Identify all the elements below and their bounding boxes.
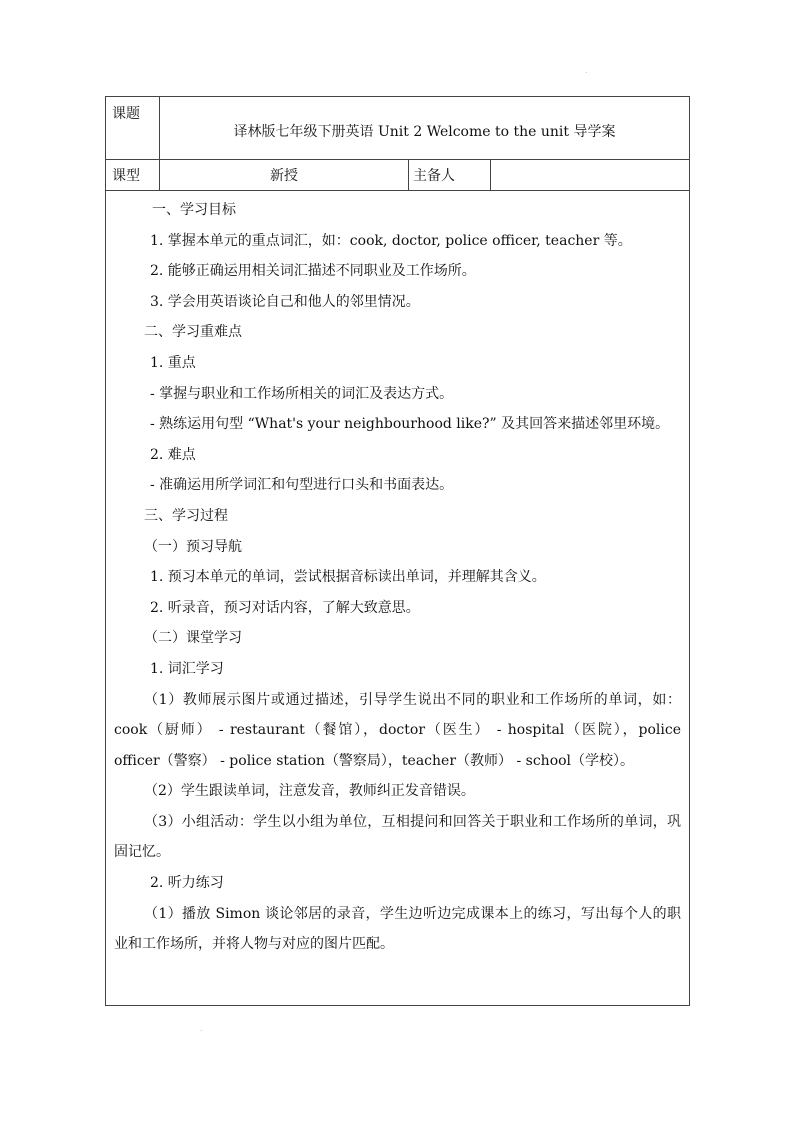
s2-diff: 2. 难点 [150, 446, 196, 463]
s3-b2-p1: （1）播放 Simon 谈论邻居的录音，学生边听边完成课本上的练习，写出每个人的职业和工作场所，并将人物与对应的图片匹配。 [114, 905, 682, 953]
lesson-plan-table [105, 96, 690, 1006]
s3-b: （二）课堂学习 [144, 630, 242, 647]
type-value: 新授 [160, 160, 409, 191]
lesson-plan-sheet [105, 96, 689, 1006]
lead-label: 主备人 [409, 160, 491, 191]
section3-heading: 三、学习过程 [144, 507, 228, 524]
s2-key: 1. 重点 [150, 354, 196, 371]
s3-b1-p2: （2）学生跟读单词，注意发音，教师纠正发音错误。 [144, 783, 475, 800]
type-label: 课型 [106, 160, 160, 191]
s3-a2: 2. 听录音，预习对话内容，了解大致意思。 [150, 599, 420, 616]
s2-diff-p1: - 准确运用所学词汇和句型进行口头和书面表达。 [150, 477, 454, 494]
s1-item2: 2. 能够正确运用相关词汇描述不同职业及工作场所。 [150, 263, 476, 280]
scan-speck: . [585, 66, 588, 75]
lesson-title: 译林版七年级下册英语 Unit 2 Welcome to the unit 导学案 [160, 97, 690, 160]
s3-b1: 1. 词汇学习 [150, 660, 224, 677]
s3-a1: 1. 预习本单元的单词，尝试根据音标读出单词，并理解其含义。 [150, 569, 546, 586]
scan-speck: . [200, 1024, 203, 1033]
s1-item1: 1. 掌握本单元的重点词汇，如：cook, doctor, police officer, teacher 等。 [150, 232, 632, 249]
s2-key-p2: - 熟练运用句型 “What's your neighbourhood like?” 及其回答来描述邻里环境。 [150, 416, 670, 433]
content-body [106, 191, 690, 1006]
s3-b1-p1: （1）教师展示图片或通过描述，引导学生说出不同的职业和工作场所的单词，如：cook（厨师） - restaurant（餐馆），doctor（医生） - hospital（医院），police officer（警察） - police station（警察局），teacher（教师） - school（学校）。 [114, 691, 682, 769]
section2-heading: 二、学习重难点 [144, 324, 242, 341]
s1-item3: 3. 学会用英语谈论自己和他人的邻里情况。 [150, 293, 420, 310]
s3-a: （一）预习导航 [144, 538, 242, 555]
s3-b1-p3: （3）小组活动：学生以小组为单位，互相提问和回答关于职业和工作场所的单词，巩固记忆。 [114, 813, 682, 861]
s3-b2: 2. 听力练习 [150, 875, 224, 892]
section1-heading: 一、学习目标 [152, 202, 236, 218]
lead-value [491, 160, 690, 191]
s2-key-p1: - 掌握与职业和工作场所相关的词汇及表达方式。 [150, 385, 454, 402]
title-label: 课题 [106, 97, 160, 160]
